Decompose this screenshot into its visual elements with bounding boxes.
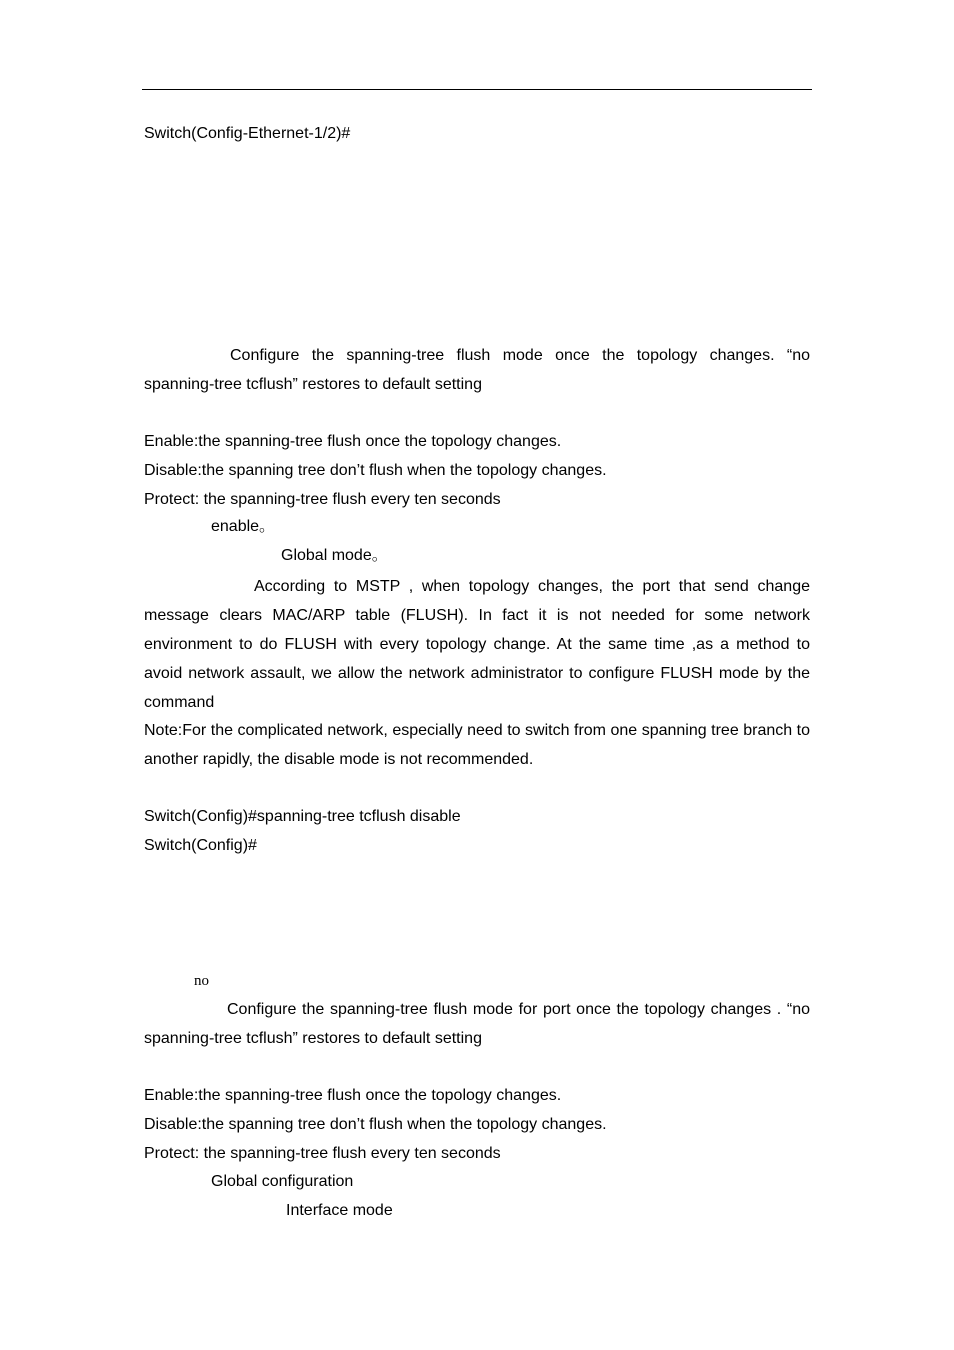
port-command-mode: Interface mode — [286, 1202, 393, 1219]
example-command: Switch(Config)#spanning-tree tcflush disable — [144, 808, 461, 825]
example-prompt: Switch(Config)# — [144, 837, 257, 854]
usage-guide: According to MSTP , when topology changes, the port that send change message clears MAC/ARP table (FLUSH). In fact it is not needed for some network environment to do FLUSH with every topology change. At the same time ,as a method to avoid network assault, we allow the network administrator to configure FLUSH mode by the command — [144, 578, 810, 711]
usage-note: Note:For the complicated network, especially need to switch from one spanning tree branch to another rapidly, the disable mode is not recommended. — [144, 722, 810, 768]
port-command-description: Configure the spanning-tree flush mode for port once the topology changes . “no spanning-tree tcflush” restores to default setting — [144, 1001, 810, 1047]
port-param-protect: Protect: the spanning-tree flush every ten seconds — [144, 1145, 501, 1162]
port-default-value: Global configuration — [211, 1173, 354, 1190]
param-protect: Protect: the spanning-tree flush every ten seconds — [144, 491, 501, 508]
prompt-example: Switch(Config-Ethernet-1/2)# — [144, 125, 351, 142]
default-value: enable。 — [211, 518, 276, 535]
syntax-no: no — [194, 973, 209, 989]
param-enable: Enable:the spanning-tree flush once the topology changes. — [144, 433, 562, 450]
param-disable: Disable:the spanning tree don’t flush when the topology changes. — [144, 462, 607, 479]
port-param-disable: Disable:the spanning tree don’t flush when the topology changes. — [144, 1116, 607, 1133]
header-rule — [142, 89, 812, 90]
command-mode: Global mode。 — [281, 547, 388, 564]
command-description: Configure the spanning-tree flush mode once the topology changes. “no spanning-tree tcflush” restores to default setting — [144, 347, 810, 393]
port-param-enable: Enable:the spanning-tree flush once the topology changes. — [144, 1087, 562, 1104]
